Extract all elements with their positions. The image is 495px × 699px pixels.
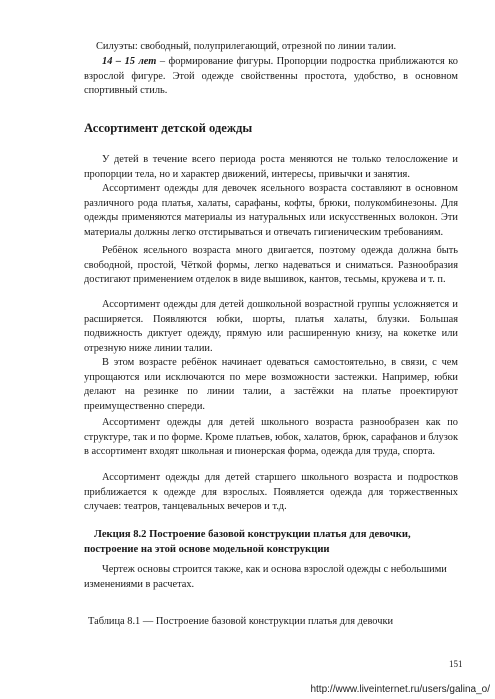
age-14-15-paragraph bbox=[84, 55, 458, 99]
page-number: 151 bbox=[449, 659, 463, 669]
paragraph-4: Ассортимент одежды для детей дошкольной возрастной группы усложняется и расширяется. Появляются юбки, шорты, платья халаты, блузки. Большая подвижность диктует одежду, прямую или расширенную книзу, на кокетке или отрезную ниже линии талии. bbox=[84, 299, 458, 354]
paragraph-1: У детей в течение всего периода роста меняются не только телосложение и пропорции тела, но и характер движений, интересы, привычки и занятия. bbox=[84, 154, 458, 180]
section-title: Ассортимент детской одежды bbox=[84, 121, 253, 135]
footer-url[interactable]: http://www.liveinternet.ru/users/galina_o/ bbox=[310, 684, 490, 695]
paragraph-7: Ассортимент одежды для детей старшего школьного возраста и подростков приближается к одежде для взрослых. Появляется одежда для торжественных случаев: театров, танцевальных вечеров и т.д. bbox=[84, 472, 458, 513]
paragraph-2: Ассортимент одежды для девочек ясельного возраста составляют в основном различного рода платья, халаты, сарафаны, кофты, брюки, полукомбинезоны. Для одежды применяются материалы из натуральных или искусственных волокон. Эти материалы должны легко отстирываться и отвечать гигиеническим требованиям. bbox=[84, 183, 458, 238]
lecture-text: Чертеж основы строится также, как и основа взрослой одежды с небольшими изменениями в расчетах. bbox=[84, 564, 447, 590]
table-caption: Таблица 8.1 — Построение базовой конструкции платья для девочки bbox=[88, 616, 394, 627]
silhouette-line: Силуэты: свободный, полуприлегающий, отрезной по линии талии. bbox=[96, 41, 397, 52]
age-label: 14 – 15 лет bbox=[102, 56, 157, 67]
paragraph-6: Ассортимент одежды для детей школьного возраста разнообразен как по структуре, так и по форме. Кроме платьев, юбок, халатов, брюк, сарафанов и блузок в ассортимент входят школьная и пионерская форма, одежда для труда, спорта. bbox=[84, 417, 458, 458]
paragraph-5: В этом возрасте ребёнок начинает одеваться самостоятельно, в связи, с чем упрощаются или исключаются по мере возможности застежки. Например, юбки делают на резинке по линии талии, а застёжки на платье проектируют преимущественно спереди. bbox=[84, 357, 458, 412]
paragraph-3: Ребёнок ясельного возраста много двигается, поэтому одежда должна быть свободной, простой, Чёткой формы, легко надеваться и сниматься. Разнообразия достигают применением отделок в виде вышивок, кантов, тесьмы, кружева и т. п. bbox=[84, 245, 458, 286]
age-text: – формирование фигуры. Пропорции подростка приближаются ко взрослой фигуре. Этой одежде свойственны простота, удобство, в основном спортивный стиль. bbox=[84, 56, 458, 97]
lecture-title: Лекция 8.2 Построение базовой конструкции платья для девочки, построение на этой основе модельной конструкции bbox=[84, 529, 411, 555]
